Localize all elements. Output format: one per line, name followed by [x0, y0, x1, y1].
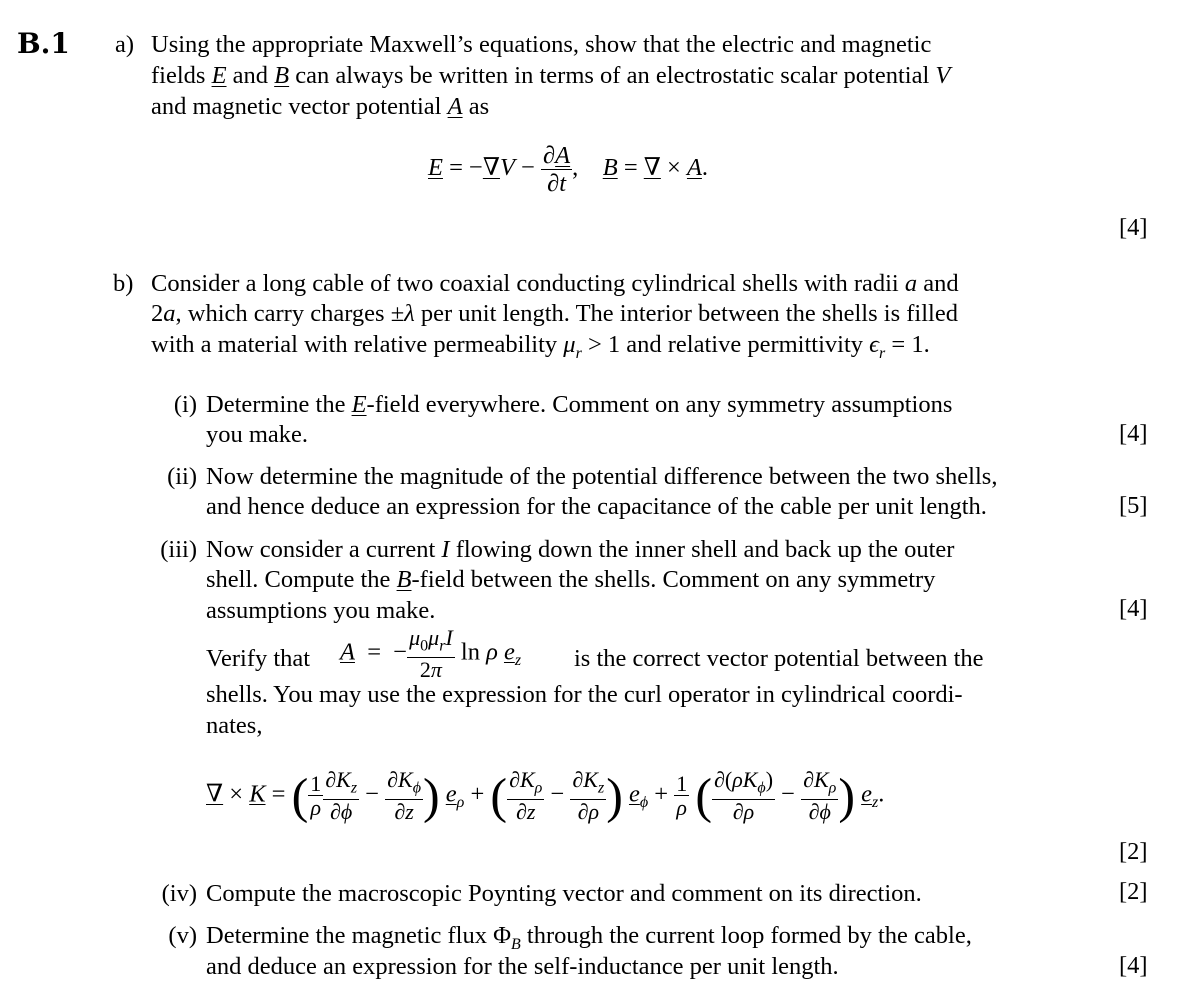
sub-i-label: (i) — [173, 391, 197, 418]
verify-line-3: nates, — [206, 712, 263, 739]
sub-ii-label: (ii) — [167, 463, 197, 490]
sub-iii-line-1: Now consider a current I flowing down the inner shell and back up the outer — [206, 536, 955, 563]
verify-prefix: Verify that — [206, 645, 311, 672]
verify-equation: A = − $\mu_0\mu_rI$ 2π ln ρ $e_z$ — [340, 625, 522, 683]
sub-iv-label: (iv) — [161, 880, 197, 907]
sub-i-line-1: Determine the E-field everywhere. Comment on any symmetry assumptions — [206, 391, 953, 418]
sub-iii-line-3: assumptions you make. — [206, 597, 436, 624]
part-a-marks: [4] — [1119, 214, 1148, 241]
sub-i-marks: [4] — [1119, 420, 1148, 447]
sub-iv-marks: [2] — [1119, 878, 1148, 905]
part-b-line-2: 2a, which carry charges ±λ per unit length. The interior between the shells is filled — [151, 300, 958, 327]
part-a-label: a) — [115, 31, 135, 58]
part-b-label: b) — [113, 270, 134, 297]
sub-v-label: (v) — [168, 922, 197, 949]
verify-line-2: shells. You may use the expression for the curl operator in cylindrical coordi- — [206, 681, 963, 708]
question-number: B.1 — [17, 27, 70, 60]
curl-equation: ∇ × K = ( $\frac{1}{\rho}$ $\frac{\partial K_z}{\partial\phi}$ − $\frac{\partial K_\phi}{\partial z}$ ) $e_\rho$ + ( $\frac{\partial K_\rho}{\partial z}$ − $\frac{\partial K_z}{\partial\rho}$ ) $e_\phi$ + $\frac{1}{\rho}$ ( $\partial(\rho K_\phi)$ ∂ρ − $\frac{\partial K_\rho}{\partial\phi}$ ) $e_z$. — [206, 767, 885, 825]
sub-iii-line-2: shell. Compute the B-field between the shells. Comment on any symmetry — [206, 566, 936, 593]
part-a-line-2: fields E and B can always be written in terms of an electrostatic scalar potential V — [151, 62, 951, 89]
sub-i-line-2: you make. — [206, 421, 309, 448]
sub-ii-line-2: and hence deduce an expression for the capacitance of the cable per unit length. — [206, 493, 987, 520]
part-a-line-3: and magnetic vector potential A as — [151, 93, 490, 120]
sub-v-line-2: and deduce an expression for the self-inductance per unit length. — [206, 953, 839, 980]
sub-ii-marks: [5] — [1119, 492, 1148, 519]
sub-v-marks: [4] — [1119, 952, 1148, 979]
part-a-line-1: Using the appropriate Maxwell’s equations, show that the electric and magnetic — [151, 31, 932, 58]
part-b-line-3: with a material with relative permeability $\mu_r > 1$ and relative permittivity $\epsilon_r = 1$. — [151, 331, 930, 362]
equation-potentials: E = −∇V − $\frac{\partial A}{\partial t}$ , B = ∇ × A. — [428, 142, 709, 197]
verify-suffix: is the correct vector potential between the — [574, 645, 984, 672]
sub-iii-label: (iii) — [160, 536, 197, 563]
verify-marks: [2] — [1119, 838, 1148, 865]
sub-v-line-1: Determine the magnetic flux $\Phi_B$ through the current loop formed by the cable, — [206, 922, 972, 953]
part-b-line-1: Consider a long cable of two coaxial conducting cylindrical shells with radii a and — [151, 270, 959, 297]
sub-iii-marks: [4] — [1119, 595, 1148, 622]
sub-iv-line-1: Compute the macroscopic Poynting vector and comment on its direction. — [206, 880, 922, 907]
sub-ii-line-1: Now determine the magnitude of the potential difference between the two shells, — [206, 463, 998, 490]
